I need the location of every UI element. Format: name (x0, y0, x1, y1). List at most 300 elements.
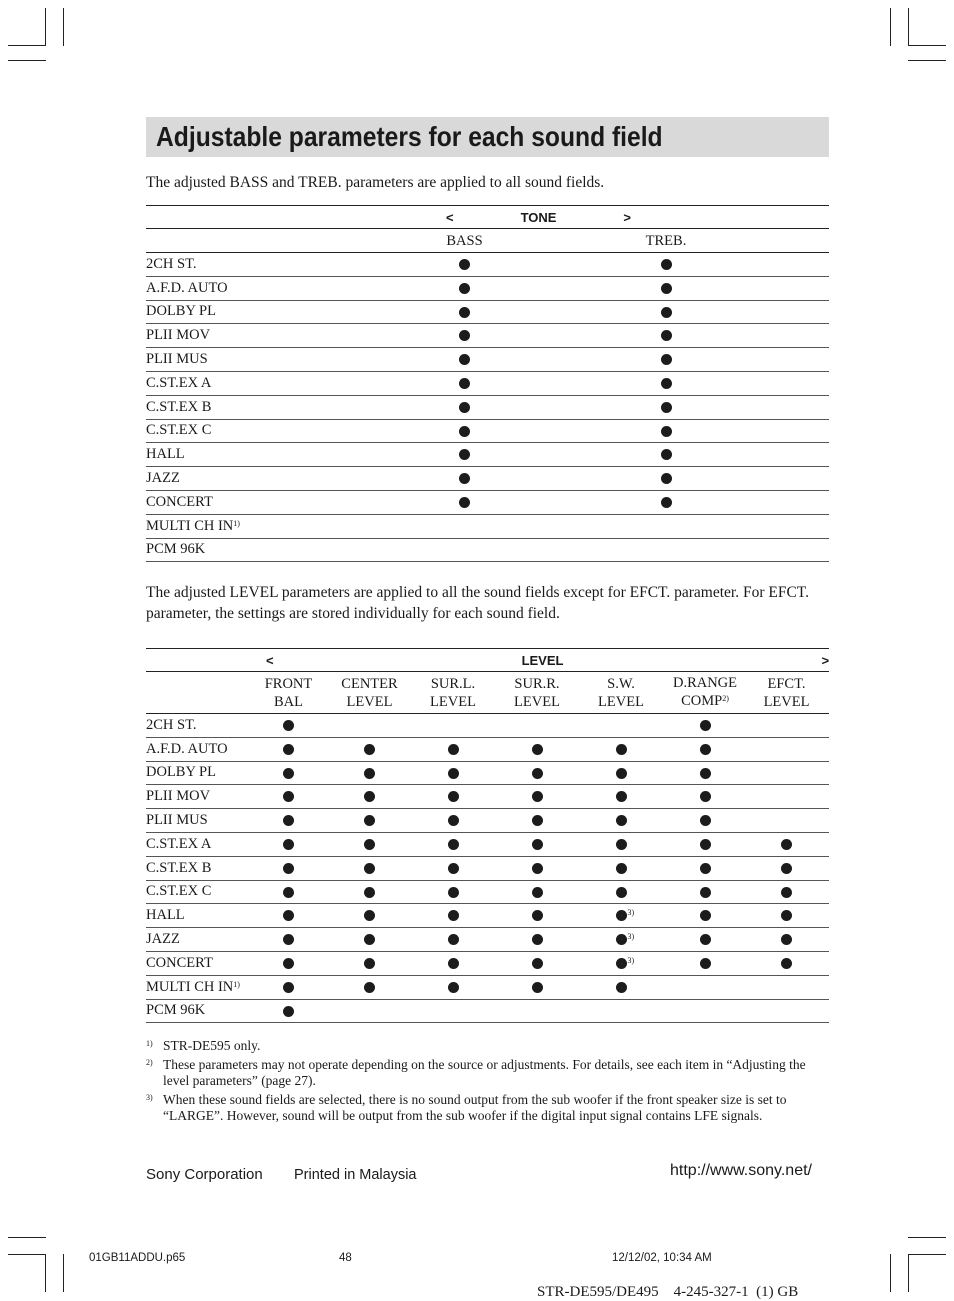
table-cell (666, 928, 744, 952)
table-row (146, 395, 829, 419)
filled-dot-icon (661, 283, 672, 294)
table-cell (744, 999, 829, 1023)
tone-group-label: TONE (520, 209, 557, 225)
filled-dot-icon (459, 354, 470, 365)
slug-datetime: 12/12/02, 10:34 AM (612, 1252, 712, 1264)
footnote-number: 1) (146, 1039, 153, 1048)
crop-mark (45, 1254, 46, 1292)
row-label (146, 276, 364, 300)
table-cell (576, 975, 666, 999)
tone-column-header (146, 229, 829, 253)
footnote-item (146, 1057, 829, 1090)
table-cell (246, 832, 331, 856)
filled-dot-icon (700, 910, 711, 921)
table-cell (408, 856, 498, 880)
table-cell (246, 785, 331, 809)
table-cell (498, 999, 576, 1023)
table-cell (767, 538, 829, 562)
sound-field-name: 2CH ST. (146, 716, 197, 733)
table-cell (408, 928, 498, 952)
footnote-ref: 3) (627, 932, 635, 942)
table-cell (246, 809, 331, 833)
intro-tone-paragraph: The adjusted BASS and TREB. parameters are applied to all sound fields. (146, 174, 605, 191)
level-group-label: LEVEL (521, 652, 564, 668)
filled-dot-icon (700, 839, 711, 850)
table-row (146, 490, 829, 514)
sound-field-name: MULTI CH IN (146, 978, 234, 995)
table-cell (565, 276, 767, 300)
table-cell (246, 856, 331, 880)
crop-mark (8, 1254, 46, 1255)
table-cell (331, 904, 408, 928)
filled-dot-icon (781, 934, 792, 945)
table-cell (408, 832, 498, 856)
table-cell (364, 395, 565, 419)
crop-mark (908, 8, 909, 46)
table-cell (666, 785, 744, 809)
level-col-header (408, 672, 498, 714)
table-cell (498, 928, 576, 952)
table-row (146, 371, 829, 395)
table-cell (666, 714, 744, 738)
sound-field-name: PLII MOV (146, 788, 211, 805)
table-cell (576, 904, 666, 928)
table-cell (565, 371, 767, 395)
table-cell (666, 761, 744, 785)
filled-dot-icon (459, 426, 470, 437)
col-header-line1: D.RANGE (672, 674, 738, 691)
filled-dot-icon (364, 815, 375, 826)
tone-table (146, 205, 829, 562)
table-cell (498, 856, 576, 880)
table-cell (331, 761, 408, 785)
col-header-line2-text: LEVEL (346, 693, 393, 710)
row-label (146, 856, 246, 880)
crop-mark (908, 1254, 909, 1292)
level-col-header (498, 672, 576, 714)
table-cell (364, 443, 565, 467)
table-row (146, 928, 829, 952)
crop-mark (63, 8, 64, 46)
col-header-line2-text: LEVEL (763, 693, 810, 710)
row-label (146, 253, 364, 277)
col-header-line1: CENTER (341, 675, 398, 692)
filled-dot-icon (700, 815, 711, 826)
sound-field-name: C.ST.EX A (146, 835, 212, 852)
filled-dot-icon (661, 307, 672, 318)
table-cell (408, 975, 498, 999)
table-cell (666, 880, 744, 904)
filled-dot-icon (364, 958, 375, 969)
sound-field-name: DOLBY PL (146, 764, 216, 781)
col-header-line2 (666, 692, 744, 712)
sound-field-name: PLII MOV (146, 327, 211, 344)
table-cell (498, 785, 576, 809)
table-row (146, 253, 829, 277)
table-cell (744, 809, 829, 833)
table-cell (364, 467, 565, 491)
footnote-ref: 1) (233, 979, 240, 989)
table-cell (565, 538, 767, 562)
table-cell (364, 538, 565, 562)
table-cell (565, 348, 767, 372)
col-header-line2-text: LEVEL (430, 693, 476, 710)
level-table (146, 648, 829, 1023)
filled-dot-icon (661, 378, 672, 389)
footnote-number: 3) (146, 1092, 153, 1102)
footer-url-link[interactable]: http://www.sony.net/ (670, 1162, 812, 1179)
table-cell (498, 951, 576, 975)
filled-dot-icon (532, 791, 543, 802)
level-group-header (146, 649, 829, 672)
table-cell (246, 761, 331, 785)
filled-dot-icon (448, 934, 459, 945)
filled-dot-icon (781, 839, 792, 850)
crop-mark (908, 60, 946, 61)
table-cell (246, 999, 331, 1023)
crop-mark (890, 8, 891, 46)
table-row (146, 348, 829, 372)
row-label (146, 904, 246, 928)
sound-field-name: C.ST.EX A (146, 374, 212, 391)
table-cell (364, 371, 565, 395)
table-cell (331, 832, 408, 856)
filled-dot-icon (532, 958, 543, 969)
footer-company: Sony Corporation (146, 1166, 263, 1183)
sound-field-name: C.ST.EX B (146, 859, 212, 876)
table-row (146, 714, 829, 738)
table-cell (767, 490, 829, 514)
table-cell (364, 253, 565, 277)
col-header-line2-text: LEVEL (598, 693, 644, 710)
filled-dot-icon (616, 956, 635, 969)
footer-printed: Printed in Malaysia (294, 1167, 417, 1183)
filled-dot-icon (532, 934, 543, 945)
table-cell (565, 490, 767, 514)
table-row (146, 809, 829, 833)
row-label (146, 324, 364, 348)
col-header-line2 (246, 693, 331, 711)
filled-dot-icon (448, 910, 459, 921)
filled-dot-icon (532, 744, 543, 755)
table-cell (666, 856, 744, 880)
table-cell (666, 832, 744, 856)
table-cell (565, 253, 767, 277)
filled-dot-icon (661, 426, 672, 437)
table-cell (666, 737, 744, 761)
row-label (146, 514, 364, 538)
filled-dot-icon (364, 768, 375, 779)
row-label (146, 467, 364, 491)
table-cell (576, 999, 666, 1023)
row-label (146, 300, 364, 324)
table-cell (744, 856, 829, 880)
level-col-header (744, 672, 829, 714)
table-cell (498, 832, 576, 856)
table-cell (666, 809, 744, 833)
filled-dot-icon (616, 863, 627, 874)
col-header-line1: SUR.L. (430, 675, 476, 692)
table-cell (767, 371, 829, 395)
footnote-text: These parameters may not operate depending on the source or adjustments. For details, see each item in “Adjusting the level parameters” (page 27). (163, 1056, 806, 1088)
filled-dot-icon (616, 908, 635, 921)
filled-dot-icon (283, 958, 294, 969)
level-col-header (331, 672, 408, 714)
row-label (146, 395, 364, 419)
row-label (146, 348, 364, 372)
row-label (146, 761, 246, 785)
table-cell (744, 761, 829, 785)
table-row (146, 951, 829, 975)
table-cell (331, 809, 408, 833)
table-cell (767, 300, 829, 324)
table-cell (576, 951, 666, 975)
filled-dot-icon (283, 982, 294, 993)
crop-mark (908, 45, 946, 46)
table-cell (576, 714, 666, 738)
table-cell (498, 809, 576, 833)
row-label (146, 832, 246, 856)
filled-dot-icon (283, 934, 294, 945)
sound-field-name: PCM 96K (146, 541, 206, 558)
table-row (146, 514, 829, 538)
filled-dot-icon (700, 768, 711, 779)
table-cell (576, 761, 666, 785)
sound-field-name: DOLBY PL (146, 303, 216, 320)
col-header-line1: FRONT (264, 675, 313, 692)
level-col-header (246, 672, 331, 714)
filled-dot-icon (700, 887, 711, 898)
table-row (146, 467, 829, 491)
filled-dot-icon (364, 934, 375, 945)
filled-dot-icon (532, 910, 543, 921)
table-cell (767, 514, 829, 538)
filled-dot-icon (781, 910, 792, 921)
sound-field-name: C.ST.EX C (146, 422, 212, 439)
filled-dot-icon (700, 863, 711, 874)
table-row (146, 276, 829, 300)
filled-dot-icon (448, 815, 459, 826)
table-cell (364, 300, 565, 324)
table-cell (408, 761, 498, 785)
filled-dot-icon (700, 934, 711, 945)
table-cell (767, 276, 829, 300)
col-header-line2 (498, 693, 576, 711)
filled-dot-icon (283, 887, 294, 898)
table-cell (744, 714, 829, 738)
table-cell (565, 324, 767, 348)
sound-field-name: C.ST.EX B (146, 398, 212, 415)
col-header-line2 (331, 693, 408, 711)
table-cell (246, 880, 331, 904)
table-cell (767, 395, 829, 419)
slug-page-number: 48 (339, 1252, 352, 1264)
table-cell (767, 467, 829, 491)
table-cell (408, 714, 498, 738)
filled-dot-icon (616, 791, 627, 802)
tone-left-bracket: < (446, 209, 454, 225)
filled-dot-icon (781, 887, 792, 898)
table-cell (565, 443, 767, 467)
crop-mark (63, 1254, 64, 1292)
table-cell (565, 467, 767, 491)
table-cell (408, 880, 498, 904)
table-cell (331, 856, 408, 880)
col-header-line2 (576, 693, 666, 711)
level-column-header (146, 672, 829, 714)
tone-group-header (146, 206, 829, 229)
table-cell (364, 419, 565, 443)
table-cell (364, 276, 565, 300)
table-cell (565, 419, 767, 443)
table-cell (767, 443, 829, 467)
filled-dot-icon (448, 887, 459, 898)
filled-dot-icon (661, 354, 672, 365)
table-row (146, 975, 829, 999)
col-header-line2-text: COMP (681, 692, 723, 709)
table-cell (744, 928, 829, 952)
table-cell (744, 737, 829, 761)
table-cell (565, 300, 767, 324)
row-label (146, 809, 246, 833)
filled-dot-icon (616, 815, 627, 826)
table-cell (408, 809, 498, 833)
filled-dot-icon (448, 863, 459, 874)
table-row (146, 904, 829, 928)
table-cell (408, 999, 498, 1023)
filled-dot-icon (283, 720, 294, 731)
filled-dot-icon (459, 473, 470, 484)
table-row (146, 737, 829, 761)
filled-dot-icon (364, 863, 375, 874)
table-cell (744, 975, 829, 999)
table-cell (498, 737, 576, 761)
table-cell (565, 395, 767, 419)
row-label (146, 928, 246, 952)
sound-field-name: HALL (146, 907, 185, 924)
filled-dot-icon (532, 887, 543, 898)
row-label (146, 951, 246, 975)
sound-field-name: PLII MUS (146, 351, 208, 368)
table-row (146, 324, 829, 348)
row-label (146, 737, 246, 761)
col-header-line1: S.W. (607, 675, 635, 692)
filled-dot-icon (283, 839, 294, 850)
level-col-header (666, 672, 744, 714)
table-cell (331, 737, 408, 761)
level-right-bracket: > (821, 652, 830, 668)
table-cell (744, 785, 829, 809)
sound-field-name: CONCERT (146, 493, 213, 510)
table-cell (331, 785, 408, 809)
filled-dot-icon (661, 449, 672, 460)
sound-field-name: PLII MUS (146, 812, 208, 829)
row-label (146, 975, 246, 999)
crop-mark (8, 60, 46, 61)
table-cell (498, 761, 576, 785)
col-header-line1: EFCT. (767, 675, 806, 692)
crop-mark (890, 1254, 891, 1292)
crop-mark (8, 1237, 46, 1238)
row-label (146, 880, 246, 904)
col-header-line2-text: BAL (274, 693, 303, 710)
filled-dot-icon (283, 768, 294, 779)
filled-dot-icon (781, 863, 792, 874)
table-cell (331, 951, 408, 975)
table-cell (767, 348, 829, 372)
filled-dot-icon (532, 863, 543, 874)
filled-dot-icon (283, 791, 294, 802)
table-row (146, 785, 829, 809)
table-cell (408, 951, 498, 975)
filled-dot-icon (781, 958, 792, 969)
table-cell (246, 737, 331, 761)
crop-mark (908, 1237, 946, 1238)
filled-dot-icon (532, 839, 543, 850)
filled-dot-icon (532, 982, 543, 993)
footnote-ref: 2) (722, 693, 729, 703)
table-cell (666, 904, 744, 928)
table-cell (576, 809, 666, 833)
table-row (146, 999, 829, 1023)
filled-dot-icon (364, 982, 375, 993)
table-cell (767, 253, 829, 277)
filled-dot-icon (661, 402, 672, 413)
table-cell (565, 514, 767, 538)
sound-field-name: HALL (146, 446, 185, 463)
col-header-line2 (744, 693, 829, 711)
row-label (146, 785, 246, 809)
footnote-item (146, 1038, 829, 1055)
footnote-ref: 3) (627, 956, 635, 966)
footnote-ref: 3) (627, 908, 635, 918)
filled-dot-icon (661, 330, 672, 341)
table-cell (408, 904, 498, 928)
sound-field-name: CONCERT (146, 954, 213, 971)
filled-dot-icon (364, 791, 375, 802)
table-cell (576, 880, 666, 904)
filled-dot-icon (616, 744, 627, 755)
filled-dot-icon (283, 1006, 294, 1017)
crop-mark (8, 45, 46, 46)
table-cell (576, 856, 666, 880)
table-cell (666, 975, 744, 999)
table-row (146, 419, 829, 443)
row-label (146, 419, 364, 443)
filled-dot-icon (459, 330, 470, 341)
crop-mark (908, 1254, 946, 1255)
row-label (146, 999, 246, 1023)
table-cell (408, 785, 498, 809)
table-cell (498, 904, 576, 928)
filled-dot-icon (700, 744, 711, 755)
tone-col-treb: TREB. (565, 229, 767, 253)
filled-dot-icon (661, 497, 672, 508)
filled-dot-icon (283, 863, 294, 874)
sound-field-name: A.F.D. AUTO (146, 740, 228, 757)
table-cell (666, 999, 744, 1023)
filled-dot-icon (448, 744, 459, 755)
table-row (146, 761, 829, 785)
filled-dot-icon (364, 887, 375, 898)
table-cell (744, 951, 829, 975)
sound-field-name: JAZZ (146, 931, 180, 948)
filled-dot-icon (532, 768, 543, 779)
intro-level-paragraph: The adjusted LEVEL parameters are applied to all the sound fields except for EFCT. parameter. For EFCT. parameter, the settings are stored individually for each sound field. (146, 584, 809, 622)
table-row (146, 538, 829, 562)
filled-dot-icon (616, 839, 627, 850)
table-cell (498, 975, 576, 999)
